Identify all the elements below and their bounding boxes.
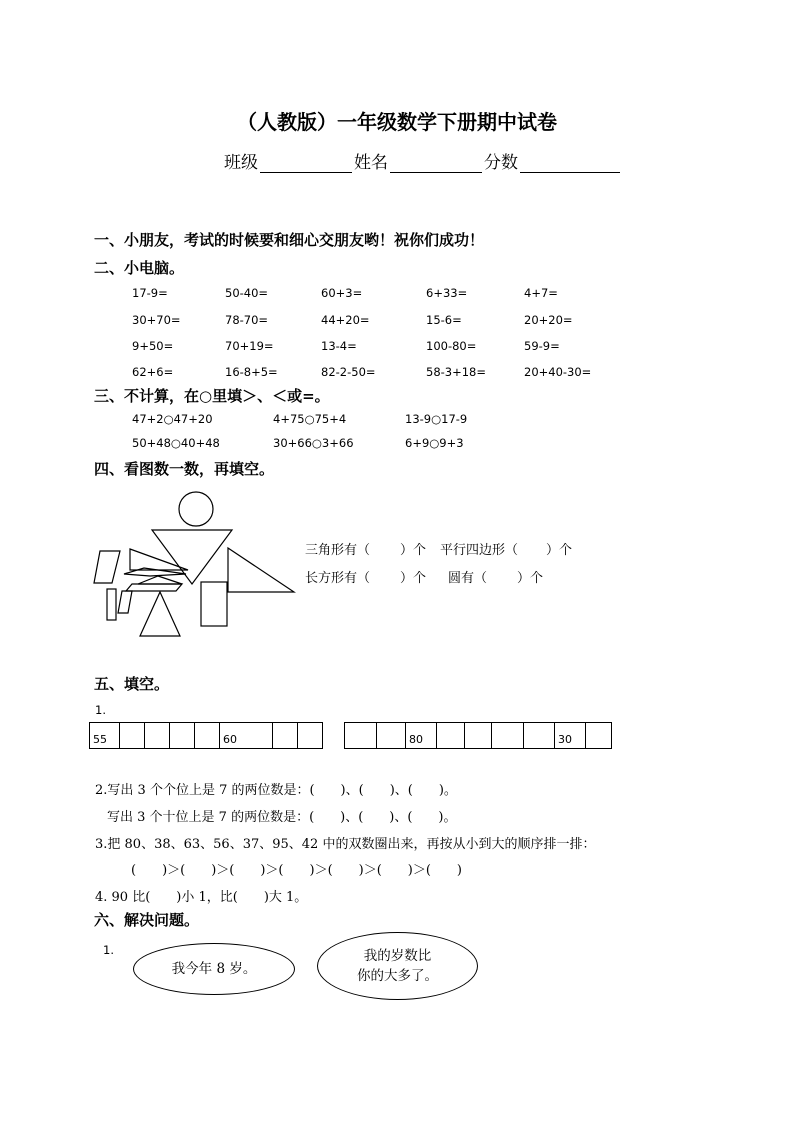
thin-triangle-shape <box>138 576 182 584</box>
middle-parallelogram-shape <box>126 584 182 591</box>
grid-cell: 60 <box>220 723 273 749</box>
calc-item: 30+70= <box>132 313 181 327</box>
number-grid-left <box>89 722 323 749</box>
calc-item: 17-9= <box>132 286 168 300</box>
triangle-count-label: 三角形有（ <box>305 543 371 558</box>
bottom-triangle-shape <box>140 592 180 636</box>
shapes-figure <box>90 488 300 640</box>
right-triangle-shape <box>228 548 294 592</box>
calc-item: 50-40= <box>225 286 269 300</box>
small-parallelogram-shape <box>118 591 132 613</box>
calc-item: 4+7= <box>524 286 558 300</box>
compare-item: 50+48○40+48 <box>132 436 220 450</box>
left-parallelogram-shape <box>94 551 120 583</box>
small-triangle-shape <box>124 568 186 576</box>
class-blank[interactable] <box>260 154 352 173</box>
name-label: 姓名 <box>354 153 388 173</box>
question-number: 1. <box>95 703 106 717</box>
calc-item: 20+20= <box>524 313 573 327</box>
calc-item: 6+33= <box>426 286 468 300</box>
calc-item: 70+19= <box>225 339 274 353</box>
calc-item: 9+50= <box>132 339 174 353</box>
page-title: （人教版）一年级数学下册期中试卷 <box>237 110 557 134</box>
section1-heading: 一、小朋友，考试的时候要和细心交朋友哟！祝你们成功！ <box>94 231 485 249</box>
calc-item: 15-6= <box>426 313 462 327</box>
unit-label: ）个 <box>400 543 427 558</box>
class-label: 班级 <box>224 153 258 173</box>
compare-item: 13-9○17-9 <box>405 412 468 426</box>
name-blank[interactable] <box>390 154 482 173</box>
score-blank[interactable] <box>520 154 620 173</box>
grid-cell[interactable] <box>524 723 555 749</box>
shape-count-line1 <box>305 539 572 558</box>
question-3: 3.把 80、38、63、56、37、95、42 中的双数圈出来，再按从小到大的顺序排一排： <box>95 837 596 852</box>
grid-cell[interactable] <box>120 723 145 749</box>
grid-cell: 55 <box>90 723 120 749</box>
bubble-2-line1: 我的岁数比 <box>363 948 432 964</box>
calc-item: 20+40-30= <box>524 365 592 379</box>
compare-item: 47+2○47+20 <box>132 412 213 426</box>
student-info-line <box>224 148 622 173</box>
large-triangle-shape <box>152 530 232 584</box>
rectangle-shape <box>201 582 227 626</box>
question-number: 1. <box>103 943 114 957</box>
section6-heading: 六、解决问题。 <box>94 911 200 929</box>
calc-item: 82-2-50= <box>321 365 376 379</box>
score-label: 分数 <box>484 153 518 173</box>
unit-label: ）个 <box>546 543 573 558</box>
unit-label: ）个 <box>400 571 427 586</box>
grid-cell[interactable] <box>345 723 377 749</box>
question-2b: 写出 3 个十位上是 7 的两位数是：( )、( )、( )。 <box>107 810 457 825</box>
rectangle-count-label: 长方形有（ <box>305 571 371 586</box>
calc-item: 62+6= <box>132 365 174 379</box>
bubble-1-text: 我今年 8 岁。 <box>171 961 257 977</box>
unit-label: ）个 <box>517 571 544 586</box>
calc-item: 59-9= <box>524 339 560 353</box>
grid-cell[interactable] <box>465 723 492 749</box>
section2-heading: 二、小电脑。 <box>94 259 185 277</box>
speech-bubble-1 <box>133 943 295 995</box>
calc-item: 58-3+18= <box>426 365 487 379</box>
parallelogram-count-label: 平行四边形（ <box>440 543 519 558</box>
calc-item: 16-8+5= <box>225 365 278 379</box>
speech-bubble-2 <box>317 932 478 1000</box>
grid-cell: 80 <box>406 723 437 749</box>
grid-cell[interactable] <box>298 723 323 749</box>
calc-item: 44+20= <box>321 313 370 327</box>
compare-item: 6+9○9+3 <box>405 436 464 450</box>
section4-heading: 四、看图数一数，再填空。 <box>94 460 275 478</box>
circle-count-label: 圆有（ <box>448 571 488 586</box>
question-3-answer-row: ( )＞( )＞( )＞( )＞( )＞( )＞( ) <box>131 863 463 878</box>
grid-cell[interactable] <box>170 723 195 749</box>
section3-heading: 三、不计算，在○里填＞、＜或=。 <box>94 387 330 405</box>
bubble-2-line2: 你的大多了。 <box>357 968 438 984</box>
grid-cell[interactable] <box>145 723 170 749</box>
grid-cell[interactable] <box>492 723 524 749</box>
thin-rectangle-shape <box>107 589 116 620</box>
calc-item: 100-80= <box>426 339 477 353</box>
circle-shape <box>179 492 213 526</box>
compare-item: 30+66○3+66 <box>273 436 354 450</box>
grid-cell[interactable] <box>195 723 220 749</box>
grid-cell[interactable] <box>437 723 465 749</box>
middle-triangle-shape <box>130 549 188 570</box>
shape-count-line2 <box>305 567 543 586</box>
section5-heading: 五、填空。 <box>94 675 170 693</box>
compare-item: 4+75○75+4 <box>273 412 347 426</box>
calc-item: 60+3= <box>321 286 363 300</box>
grid-cell[interactable] <box>377 723 406 749</box>
question-2a: 2.写出 3 个个位上是 7 的两位数是：( )、( )、( )。 <box>95 783 457 798</box>
grid-cell: 30 <box>555 723 586 749</box>
grid-cell[interactable] <box>586 723 612 749</box>
calc-item: 78-70= <box>225 313 269 327</box>
question-4: 4. 90 比( )小 1，比( )大 1。 <box>95 890 308 905</box>
grid-cell[interactable] <box>273 723 298 749</box>
calc-item: 13-4= <box>321 339 357 353</box>
number-grid-right <box>344 722 612 749</box>
